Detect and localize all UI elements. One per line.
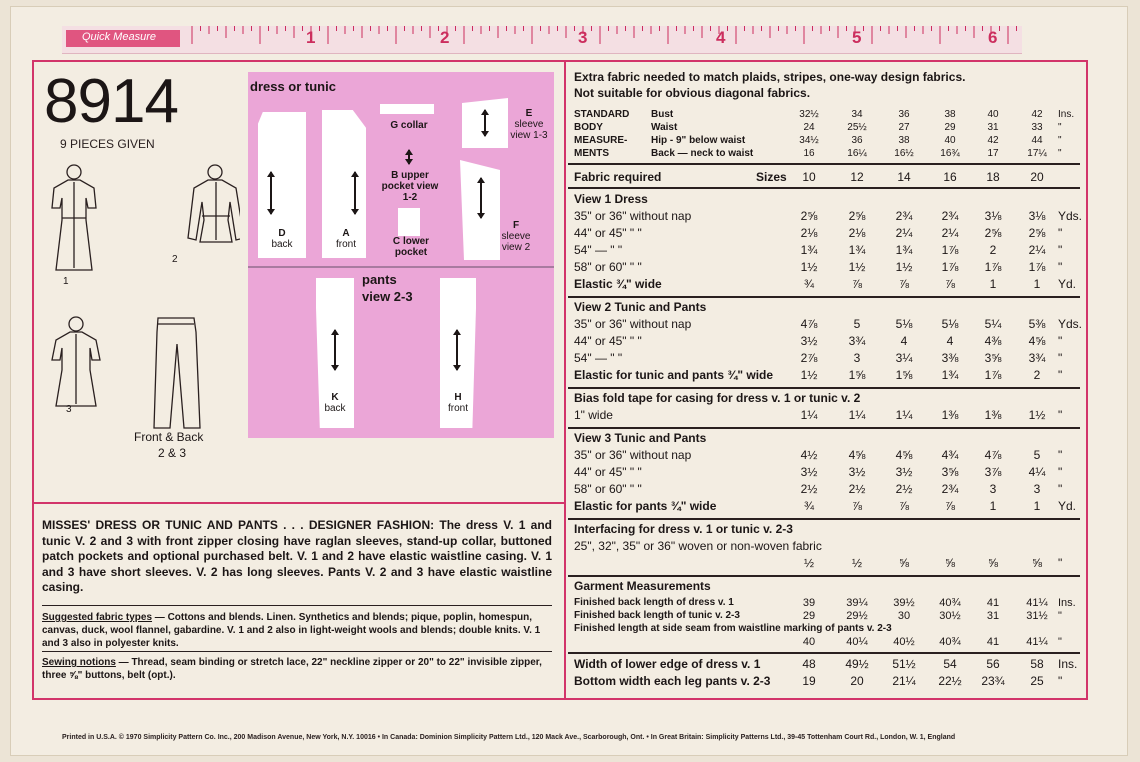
row-label: Elastic for tunic and pants ¾" wide — [574, 368, 774, 382]
garment-value: 40 — [802, 636, 816, 648]
row-value: 4½ — [800, 448, 818, 462]
size-header: 10 — [802, 170, 816, 184]
row-value: 3⅛ — [984, 209, 1002, 223]
grain-arrow-b — [408, 150, 410, 164]
unit: " — [1058, 135, 1062, 146]
unit: " — [1058, 465, 1063, 479]
pants-sketch — [154, 318, 200, 428]
row-value: 2⅝ — [800, 209, 818, 223]
size-header: 14 — [897, 170, 911, 184]
body-row-label: Hip - 9" below waist — [651, 135, 746, 146]
piece-h-label: H front — [447, 392, 468, 414]
row-value: 4⅞ — [800, 317, 818, 331]
row-value: ⅞ — [898, 277, 910, 291]
body-value: 33 — [1031, 122, 1043, 133]
tape-number-3: 3 — [578, 28, 588, 47]
body-measure-label: STANDARD — [574, 109, 630, 120]
section-title: Bias fold tape for casing for dress v. 1 or tunic v. 2 — [574, 391, 861, 405]
row-value: 1⅝ — [848, 368, 866, 382]
piece-g-label: G collar — [390, 120, 428, 131]
size-header: 18 — [986, 170, 1000, 184]
table-rule — [568, 296, 1080, 298]
body-value: 16½ — [894, 148, 914, 159]
unit: Ins. — [1058, 597, 1076, 609]
garment-value: 41 — [986, 597, 1000, 609]
body-value: 17¼ — [1027, 148, 1047, 159]
garment-value: 41 — [986, 636, 1000, 648]
row-value: 4¼ — [1028, 465, 1046, 479]
diagonal-note: Not suitable for obvious diagonal fabrics. — [574, 86, 811, 100]
row-value: 1⅜ — [941, 408, 959, 422]
body-value: 44 — [1031, 135, 1043, 146]
body-value: 17 — [987, 148, 999, 159]
row-value: 1 — [989, 499, 997, 513]
row-value: ⅝ — [944, 556, 956, 570]
unit: " — [1058, 122, 1062, 133]
row-value: 4⅝ — [848, 448, 866, 462]
body-value: 40 — [987, 109, 999, 120]
row-value: 1⅞ — [984, 368, 1002, 382]
tape-number-4: 4 — [716, 28, 726, 47]
garment-label: Finished back length of tunic v. 2-3 — [574, 610, 740, 621]
row-value: 1 — [989, 277, 997, 291]
row-value: 5 — [1033, 448, 1041, 462]
garment-value: 40¼ — [846, 636, 868, 648]
pants-title: pants — [362, 272, 397, 287]
row-value: 1½ — [1028, 408, 1046, 422]
pants-views-label: 2 & 3 — [158, 446, 187, 460]
view-2-label: 2 — [172, 254, 178, 265]
body-value: 40 — [944, 135, 956, 146]
pattern-description: MISSES' DRESS OR TUNIC AND PANTS . . . DESIGNER FASHION: The dress V. 1 and tunic V. 2 and 3 with front zipper closing have raglan sleeves, stand-up collar, buttoned patch pockets and optional purchased belt. V. 1 and 2 have elastic waistline casing. V. 1 and 3 have short sleeves. V. 2 has long sleeves. Pants V. 2 and 3 have elastic waistline casing. — [42, 518, 552, 595]
unit: " — [1058, 351, 1063, 365]
row-value: 1⅞ — [941, 260, 959, 274]
garment-value: 40½ — [893, 636, 915, 648]
body-value: 25½ — [847, 122, 867, 133]
row-label: 44" or 45" " " — [574, 465, 642, 479]
unit: " — [1058, 368, 1063, 382]
row-value: 2¾ — [941, 209, 959, 223]
section-title: View 2 Tunic and Pants — [574, 300, 707, 314]
width-value: 54 — [943, 657, 957, 671]
width-value: 56 — [986, 657, 1000, 671]
sizes-label: Sizes — [756, 170, 787, 184]
body-value: 24 — [803, 122, 815, 133]
grain-arrow-a — [354, 172, 356, 214]
table-rule — [568, 163, 1080, 165]
row-value: 5⅛ — [941, 317, 959, 331]
row-value: 1 — [1033, 499, 1041, 513]
desc-rule — [42, 605, 552, 606]
row-label: 35" or 36" without nap — [574, 317, 692, 331]
width-value: 49½ — [845, 657, 869, 671]
row-value: 2⅝ — [984, 226, 1002, 240]
body-measure-label: BODY — [574, 122, 603, 133]
row-label: 58" or 60" " " — [574, 260, 642, 274]
unit: " — [1058, 556, 1063, 570]
row-value: 3 — [1033, 482, 1041, 496]
section-title: View 1 Dress — [574, 192, 648, 206]
row-label: Elastic ¾" wide — [574, 277, 662, 291]
piece-f-label: F sleeve view 2 — [501, 220, 531, 253]
size-header: 12 — [850, 170, 864, 184]
piece-g-collar — [380, 104, 434, 114]
row-value: 2¼ — [941, 226, 959, 240]
row-value: 2½ — [800, 482, 818, 496]
row-value: ⅞ — [898, 499, 910, 513]
row-value: 1¼ — [848, 408, 866, 422]
width-value: 21¼ — [892, 674, 916, 688]
width-label: Bottom width each leg pants v. 2-3 — [574, 674, 771, 688]
garment-value: 30½ — [939, 610, 961, 622]
body-value: 38 — [944, 109, 956, 120]
row-value: ⅝ — [1031, 556, 1043, 570]
row-value: ⅞ — [851, 499, 863, 513]
row-value: 3¾ — [848, 334, 866, 348]
width-value: 20 — [850, 674, 864, 688]
row-value: 3¾ — [1028, 351, 1046, 365]
tape-number-1: 1 — [306, 28, 316, 47]
width-value: 23¾ — [981, 674, 1005, 688]
table-rule — [568, 575, 1080, 577]
body-value: 36 — [898, 109, 910, 120]
row-value: 2½ — [895, 482, 913, 496]
grain-arrow-f — [480, 178, 482, 218]
garment-value: 40¾ — [939, 636, 961, 648]
row-value: ⅞ — [944, 277, 956, 291]
pieces-given: 9 PIECES GIVEN — [60, 137, 155, 151]
row-value: ⅞ — [944, 499, 956, 513]
piece-b-label: B upper pocket view 1-2 — [381, 170, 439, 203]
row-value: 1½ — [800, 260, 818, 274]
row-value: 4⅜ — [984, 334, 1002, 348]
row-value: 5¼ — [984, 317, 1002, 331]
row-value: 3 — [989, 482, 997, 496]
row-value: 3⅝ — [984, 351, 1002, 365]
row-value: ⅝ — [898, 556, 910, 570]
row-value: 1¾ — [800, 243, 818, 257]
unit: Ins. — [1058, 109, 1075, 120]
row-value: 2 — [989, 243, 997, 257]
row-value: 2½ — [848, 482, 866, 496]
row-value: 1¾ — [848, 243, 866, 257]
piece-a-label: A front — [335, 228, 356, 250]
unit: " — [1058, 334, 1063, 348]
view-2-sketch — [188, 165, 240, 242]
row-value: 2¾ — [941, 482, 959, 496]
unit: " — [1058, 243, 1063, 257]
row-value: 4⅞ — [984, 448, 1002, 462]
body-measure-label: MENTS — [574, 148, 609, 159]
width-value: 22½ — [938, 674, 962, 688]
row-value: 4⅝ — [895, 448, 913, 462]
garment-value: 29 — [802, 610, 816, 622]
row-value: 3⅞ — [984, 465, 1002, 479]
body-value: 31 — [987, 122, 999, 133]
row-value: 3⅛ — [1028, 209, 1046, 223]
row-label: Elastic for pants ¾" wide — [574, 499, 717, 513]
fabric-types-note: Suggested fabric types — Cottons and blends. Linen. Synthetics and blends; pique, poplin, homespun, canvas, duck, wool flannel, gabardine. V. 1 and 2 also in light-weight wools and blends; double knits. V. 1 and 3 also in polyester knits. — [42, 612, 541, 649]
garment-value: 39½ — [893, 597, 915, 609]
piece-e-label: E sleeve view 1-3 — [510, 108, 548, 141]
unit: " — [1058, 448, 1063, 462]
sewing-notions-note: Sewing notions — Thread, seam binding or stretch lace, 22" neckline zipper or 20" to 22" invisible zipper, three ⅝" buttons, belt (opt.). — [42, 657, 542, 681]
unit: Yd. — [1058, 277, 1077, 291]
row-value: 1⅞ — [1028, 260, 1046, 274]
garment-title: Garment Measurements — [574, 579, 711, 593]
table-rule — [568, 187, 1080, 189]
width-value: 48 — [802, 657, 816, 671]
row-value: 3¼ — [895, 351, 913, 365]
row-value: 4 — [900, 334, 908, 348]
row-value: 2¼ — [1028, 243, 1046, 257]
unit: Ins. — [1058, 657, 1078, 671]
row-label: 44" or 45" " " — [574, 334, 642, 348]
pants-views: view 2-3 — [362, 289, 413, 304]
body-row-label: Back — neck to waist — [651, 148, 754, 159]
row-value: 1 — [1033, 277, 1041, 291]
body-value: 16¼ — [847, 148, 867, 159]
notions-rule — [42, 651, 552, 652]
piece-c-label: C lower pocket — [392, 236, 430, 258]
width-label: Width of lower edge of dress v. 1 — [574, 657, 761, 671]
unit: " — [1058, 226, 1063, 240]
tape-number-5: 5 — [852, 28, 862, 47]
row-value: ¾ — [803, 277, 815, 291]
view-1-sketch — [52, 165, 96, 270]
row-value: 2⅛ — [848, 226, 866, 240]
row-label: 44" or 45" " " — [574, 226, 642, 240]
row-value: 1¼ — [895, 408, 913, 422]
table-rule — [568, 427, 1080, 429]
garment-value: 31½ — [1026, 610, 1048, 622]
row-value: 2¼ — [895, 226, 913, 240]
row-value: 2⅝ — [1028, 226, 1046, 240]
row-value: 3½ — [895, 465, 913, 479]
piece-k-label: K back — [324, 392, 346, 414]
row-value: 3⅜ — [941, 351, 959, 365]
body-value: 16 — [803, 148, 815, 159]
pattern-number: 8914 — [44, 67, 178, 136]
row-value: 1⅞ — [941, 243, 959, 257]
grain-arrow-e — [484, 110, 486, 136]
grain-arrow-d — [270, 172, 272, 214]
row-value: 2 — [1033, 368, 1041, 382]
body-value: 29 — [944, 122, 956, 133]
garment-value: 29½ — [846, 610, 868, 622]
row-value: ⅞ — [851, 277, 863, 291]
garment-value: 31 — [986, 610, 1000, 622]
body-value: 42 — [1031, 109, 1043, 120]
row-value: 5 — [853, 317, 861, 331]
size-header: 20 — [1030, 170, 1044, 184]
table-rule — [568, 652, 1080, 654]
row-label: 35" or 36" without nap — [574, 209, 692, 223]
unit: " — [1058, 482, 1063, 496]
garment-label: Finished back length of dress v. 1 — [574, 597, 734, 608]
row-value: ½ — [803, 556, 815, 570]
garment-value: 30 — [897, 610, 911, 622]
fabric-required-title: Fabric required — [574, 170, 662, 184]
vertical-divider — [564, 60, 566, 700]
row-value: 1¼ — [800, 408, 818, 422]
row-label: 54" — " " — [574, 243, 623, 257]
garment-label: Finished length at side seam from waistline marking of pants v. 2-3 — [574, 623, 892, 634]
row-value: 1⅝ — [895, 368, 913, 382]
section-title: Interfacing for dress v. 1 or tunic v. 2-3 — [574, 522, 793, 536]
tape-number-2: 2 — [440, 28, 450, 47]
width-value: 25 — [1030, 674, 1044, 688]
unit: " — [1058, 610, 1062, 622]
tape-ticks — [62, 26, 1022, 54]
row-value: ½ — [851, 556, 863, 570]
row-label: 35" or 36" without nap — [574, 448, 692, 462]
row-value: 4 — [946, 334, 954, 348]
table-rule — [568, 387, 1080, 389]
row-value: 2¾ — [895, 209, 913, 223]
quick-measure-label: Quick Measure — [66, 30, 180, 47]
row-value: 1⅜ — [984, 408, 1002, 422]
body-value: 34½ — [799, 135, 819, 146]
garment-value: 40¾ — [939, 597, 961, 609]
garment-value: 39¼ — [846, 597, 868, 609]
tape-number-6: 6 — [988, 28, 998, 47]
piece-c-pocket — [398, 208, 420, 236]
view-1-label: 1 — [63, 276, 69, 287]
body-value: 34 — [851, 109, 863, 120]
body-row-label: Waist — [651, 122, 678, 133]
unit: " — [1058, 408, 1063, 422]
row-value: 1⅞ — [984, 260, 1002, 274]
row-label: 25", 32", 35" or 36" woven or non-woven fabric — [574, 539, 822, 553]
width-value: 58 — [1030, 657, 1044, 671]
unit: " — [1058, 674, 1063, 688]
row-value: ¾ — [803, 499, 815, 513]
table-rule — [568, 518, 1080, 520]
row-value: 1¾ — [941, 368, 959, 382]
grain-arrow-h — [456, 330, 458, 370]
printer-footer: Printed in U.S.A. © 1970 Simplicity Pattern Co. Inc., 200 Madison Avenue, New York, N.Y. 10016 • In Canada: Dominion Simplicity Pattern Ltd., 120 Mack Ave., Scarborough, Ont. • In Great Britain: Simplicity Patterns Ltd., 39-45 Tottenham Court Rd., London, W. 1, England — [62, 734, 956, 741]
row-value: 3½ — [848, 465, 866, 479]
dress-or-tunic-title: dress or tunic — [250, 79, 336, 94]
row-value: 1½ — [895, 260, 913, 274]
measuring-tape — [62, 26, 1022, 54]
row-value: 2⅝ — [848, 209, 866, 223]
body-value: 32½ — [799, 109, 819, 120]
piece-d-label: D back — [271, 228, 293, 250]
section-title: View 3 Tunic and Pants — [574, 431, 707, 445]
row-value: 4¾ — [941, 448, 959, 462]
body-value: 38 — [898, 135, 910, 146]
row-value: 1½ — [848, 260, 866, 274]
unit: Yds. — [1058, 317, 1083, 331]
row-label: 1" wide — [574, 408, 613, 422]
garment-value: 39 — [802, 597, 816, 609]
row-label: 58" or 60" " " — [574, 482, 642, 496]
size-header: 16 — [943, 170, 957, 184]
row-value: 3½ — [800, 334, 818, 348]
row-value: 1¾ — [895, 243, 913, 257]
width-value: 51½ — [892, 657, 916, 671]
unit: " — [1058, 636, 1062, 648]
body-value: 27 — [898, 122, 910, 133]
garment-value: 41¼ — [1026, 597, 1048, 609]
left-divider — [32, 502, 564, 504]
width-value: 19 — [802, 674, 816, 688]
row-label: 54" — " " — [574, 351, 623, 365]
pants-label: Front & Back — [134, 430, 204, 444]
garment-value: 41¼ — [1026, 636, 1048, 648]
plaid-note: Extra fabric needed to match plaids, stripes, one-way design fabrics. — [574, 70, 966, 84]
unit: Yds. — [1058, 209, 1083, 223]
body-row-label: Bust — [651, 109, 674, 120]
row-value: 1½ — [800, 368, 818, 382]
unit: Yd. — [1058, 499, 1077, 513]
row-value: 2⅞ — [800, 351, 818, 365]
unit: " — [1058, 260, 1063, 274]
grain-arrow-k — [334, 330, 336, 370]
body-value: 16¾ — [940, 148, 960, 159]
row-value: 2⅛ — [800, 226, 818, 240]
row-value: ⅝ — [987, 556, 999, 570]
row-value: 3 — [853, 351, 861, 365]
row-value: 5⅜ — [1028, 317, 1046, 331]
unit: " — [1058, 148, 1062, 159]
row-value: 3½ — [800, 465, 818, 479]
body-measure-label: MEASURE- — [574, 135, 628, 146]
view-3-label: 3 — [66, 404, 72, 415]
body-value: 42 — [987, 135, 999, 146]
row-value: 4⅝ — [1028, 334, 1046, 348]
row-value: 3⅝ — [941, 465, 959, 479]
view-3-sketch — [52, 317, 100, 406]
row-value: 5⅛ — [895, 317, 913, 331]
body-value: 36 — [851, 135, 863, 146]
